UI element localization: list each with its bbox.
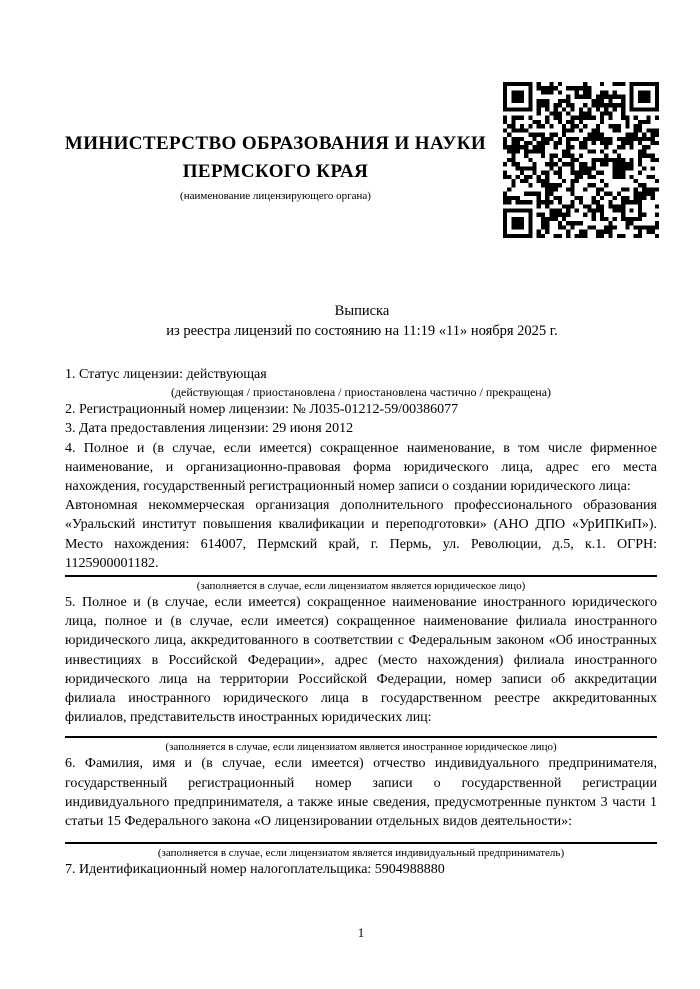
document-title — [65, 302, 659, 341]
item-5-foreign-entity-label: 5. Полное и (в случае, если имеется) сокращенное наименование иностранного юридического лица, полное и (в случае, если имеется) сокращенное наименование филиала иностранного юридического лица, аккредитованного в соответствии с Федеральным законом «Об иностранных инвестициях в Российской Федерации», адрес (место нахождения) филиала иностранного юридического лица на территории Российской Федерации, номер записи об аккредитации филиала иностранного юридического лица в государственном реестре аккредитованных филиалов, представительств иностранных юридических лиц: — [65, 595, 657, 726]
item-6-fill-line — [65, 842, 657, 844]
item-5-fill-line — [65, 736, 657, 738]
item-1-status-options-hint: (действующая / приостановлена / приостановлена частично / прекращена) — [170, 385, 552, 400]
ministry-name-line2: ПЕРМСКОГО КРАЯ — [182, 161, 369, 182]
document-body — [65, 365, 657, 879]
item-6-hint: (заполняется в случае, если лицензиатом является индивидуальный предприниматель) — [157, 847, 565, 860]
licensing-authority-caption: (наименование лицензирующего органа) — [180, 190, 371, 202]
item-2-registration-number: 2. Регистрационный номер лицензии: № Л035-01212-59/00386077 — [65, 402, 459, 418]
document-title-line2: из реестра лицензий по состоянию на 11:19 «11» ноября 2025 г. — [166, 322, 558, 339]
item-4-legal-entity-value: Автономная некоммерческая организация дополнительного профессионального образования «Уральский институт повышения квалификации и переподготовки» (АНО ДПО «УрИПКиП»). Место нахождения: 614007, Пермский край, г. Пермь, ул. Революции, д.5, к.1. ОГРН: 1125900001182. — [65, 498, 657, 571]
item-4-fill-line — [65, 575, 657, 577]
item-7-taxpayer-id: 7. Идентификационный номер налогоплательщика: 5904988880 — [65, 862, 445, 878]
page-number: 1 — [357, 925, 365, 940]
item-5-hint: (заполняется в случае, если лицензиатом является иностранное юридическое лицо) — [165, 741, 557, 754]
item-6-entrepreneur-label: 6. Фамилия, имя и (в случае, если имеется) отчество индивидуального предпринимателя, государственный регистрационный номер записи о государственной регистрации индивидуального предпринимателя, а также иные сведения, предусмотренные пунктом 3 части 1 статьи 15 Федерального закона «О лицензировании отдельных видов деятельности»: — [65, 756, 657, 830]
item-4-hint: (заполняется в случае, если лицензиатом является юридическое лицо) — [196, 580, 526, 593]
qr-code — [503, 82, 659, 238]
qr-code-image — [503, 82, 659, 238]
item-3-license-grant-date: 3. Дата предоставления лицензии: 29 июня 2012 — [65, 421, 354, 437]
item-4-legal-entity-label: 4. Полное и (в случае, если имеется) сокращенное наименование, в том числе фирменное наименование, и организационно-правовая форма юридического лица, адрес его места нахождения, государственный регистрационный номер записи о создании юридического лица: — [65, 440, 657, 495]
licensing-authority-header — [58, 130, 493, 203]
document-title-line1: Выписка — [334, 303, 390, 319]
ministry-name-line1: МИНИСТЕРСТВО ОБРАЗОВАНИЯ И НАУКИ — [64, 133, 487, 154]
item-1-license-status: 1. Статус лицензии: действующая — [65, 367, 267, 382]
